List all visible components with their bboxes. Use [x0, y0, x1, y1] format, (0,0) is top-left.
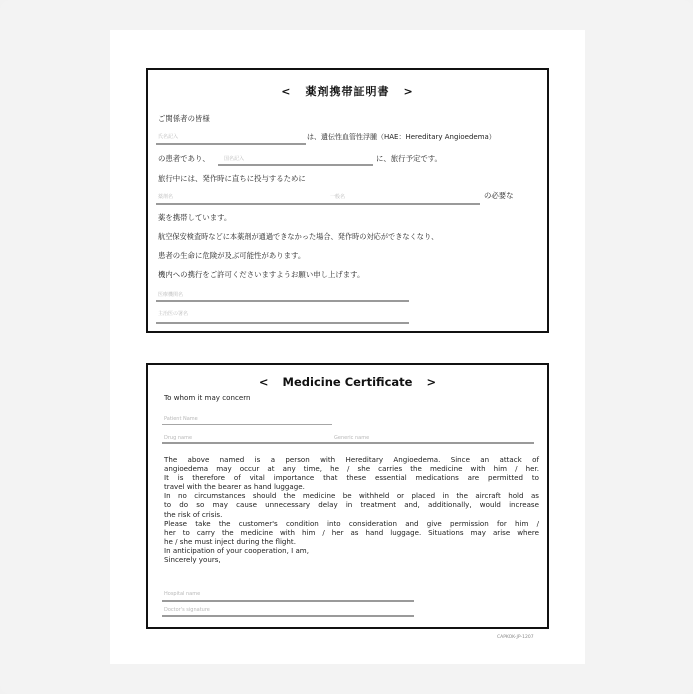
jp-drug-placeholder-1: 薬剤名 — [158, 194, 174, 200]
en-body-line: to do so may cause unnecessary delay in treatment and, additionally, would increase — [164, 500, 539, 510]
en-body-text — [164, 455, 539, 564]
en-sign-line-2 — [162, 615, 414, 617]
english-certificate-card — [146, 363, 549, 629]
jp-disease-text: は、遺伝性血管性浮腫（HAE：Hereditary Angioedema） — [307, 133, 496, 141]
en-sign-line-1 — [162, 600, 414, 602]
en-body-line: angioedema may occur at any time, he / she carries the medicine with him / her. — [164, 464, 539, 474]
jp-salutation: ご関係者の皆様 — [158, 114, 210, 123]
title-bracket-right: > — [403, 85, 414, 98]
en-body-line: Sincerely yours, — [164, 555, 221, 565]
en-body-line: her to carry the medicine with him / her as hand luggage. Situations may arise where — [164, 527, 539, 537]
en-body-line: The above named is a person with Hereditary Angioedema. Since an attack of — [164, 455, 539, 464]
jp-line-6: 航空保安検査時などに本薬剤が通過できなかった場合、発作時の対応ができなくなり、 — [158, 232, 439, 241]
jp-name-placeholder: 氏名記入 — [158, 134, 179, 140]
en-name-placeholder: Patient Name — [164, 416, 198, 422]
title-bracket-right: > — [426, 375, 437, 389]
title-text: 薬剤携帯証明書 — [305, 85, 390, 98]
title-bracket-left: < — [281, 85, 292, 98]
en-body-line: It is therefore of vital importance that these essential medications are permitted to — [164, 473, 539, 483]
jp-necessary: の必要な — [484, 191, 514, 200]
jp-line-3: 旅行中には、発作時に直ちに投与するために — [158, 174, 306, 183]
jp-drug-line — [156, 203, 480, 205]
en-field-placeholder-2: Generic name — [334, 435, 370, 441]
jp-destination-line — [218, 164, 373, 166]
jp-sign-line-1 — [156, 300, 409, 302]
en-body-line: In anticipation of your cooperation, I am, — [164, 545, 309, 555]
jp-drug-placeholder-2: 一般名 — [330, 194, 346, 200]
jp-sign-line-2 — [156, 322, 409, 324]
japanese-certificate-title — [148, 83, 547, 99]
en-body-line: the risk of crisis. — [164, 509, 223, 519]
jp-destination-placeholder: 国名記入 — [224, 156, 245, 162]
japanese-certificate-card — [146, 68, 549, 333]
en-field-placeholder-1: Drug name — [164, 435, 193, 441]
jp-line-7: 患者の生命に危険が及ぶ可能性があります。 — [158, 251, 306, 260]
jp-patient-prefix: の患者であり、 — [158, 154, 210, 163]
jp-line-5: 薬を携帯しています。 — [158, 213, 232, 222]
jp-line-8: 機内への携行をご許可くださいますようお願い申し上げます。 — [158, 270, 365, 279]
en-salutation: To whom it may concern — [164, 393, 251, 402]
en-sign-placeholder-2: Doctor's signature — [164, 607, 210, 613]
en-name-line — [162, 424, 332, 425]
english-certificate-title — [148, 375, 547, 389]
title-bracket-left: < — [258, 375, 269, 389]
jp-sign-placeholder-2: 主治医の署名 — [158, 311, 189, 317]
en-body-line: In no circumstances should the medicine be withheld or placed in the aircraft hold as — [164, 491, 539, 501]
document-code: CAPKOK-JP-1207 — [497, 635, 534, 640]
title-text: Medicine Certificate — [282, 375, 413, 389]
en-body-line: Please take the customer's condition into consideration and give permission for him / — [164, 518, 539, 528]
jp-sign-placeholder-1: 医療機関名 — [158, 292, 184, 298]
en-body-line: he / she must inject during the flight. — [164, 536, 296, 546]
en-body-line: travel with the bearer as hand luggage. — [164, 482, 305, 492]
en-sign-placeholder-1: Hospital name — [164, 591, 201, 597]
en-field-line — [162, 442, 534, 444]
jp-travel-suffix: に、旅行予定です。 — [376, 154, 442, 163]
jp-name-line — [156, 143, 306, 145]
